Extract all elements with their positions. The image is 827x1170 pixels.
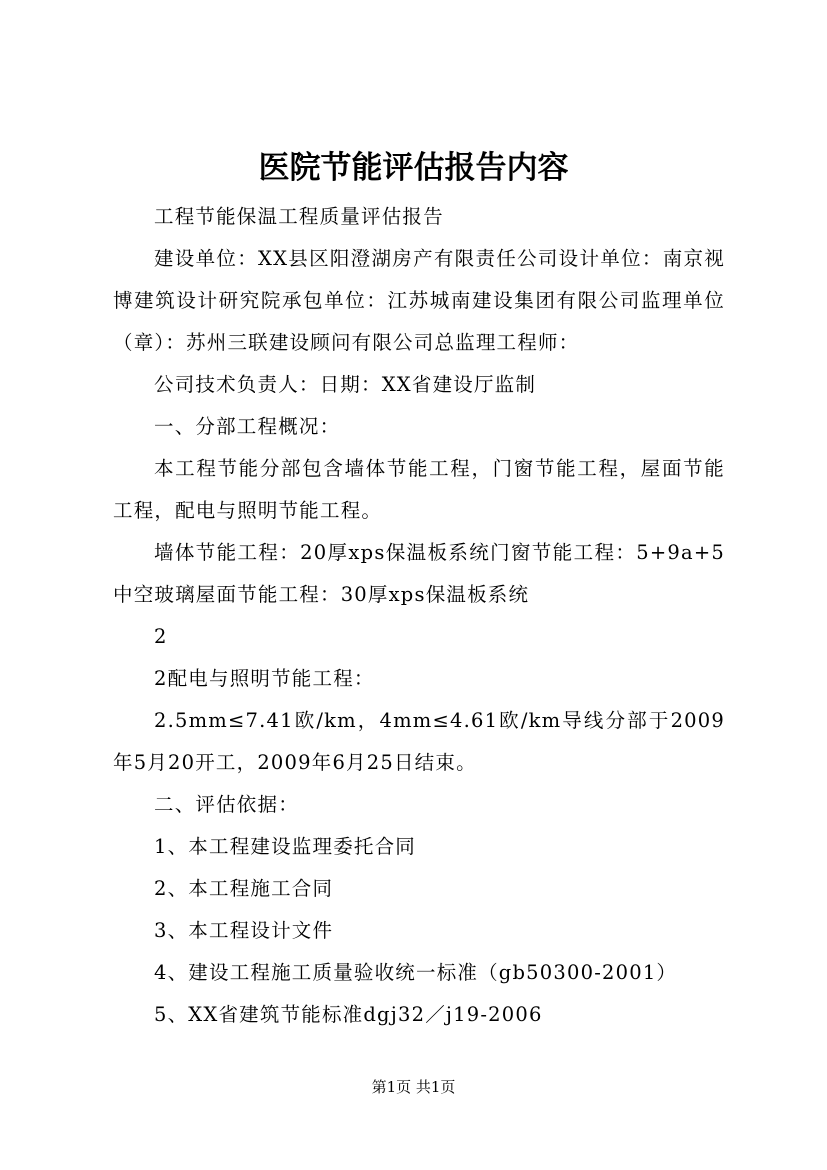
section-heading-basis: 二、评估依据： bbox=[154, 793, 299, 816]
document-body bbox=[113, 196, 725, 1036]
overview-paragraph: 本工程节能分部包含墙体节能工程，门窗节能工程，屋面节能工程，配电与照明节能工程。 bbox=[113, 457, 725, 522]
wall-window-roof-paragraph: 墙体节能工程：20厚xps保温板系统门窗节能工程：5+9a+5中空玻璃屋面节能工程：30厚xps保温板系统 bbox=[113, 541, 725, 606]
responsible-paragraph: 公司技术负责人：日期：XX省建设厅监制 bbox=[154, 373, 537, 396]
number-line: 2 bbox=[154, 625, 168, 648]
section-heading-overview: 一、分部工程概况： bbox=[154, 415, 341, 438]
schedule-paragraph: 2.5mm≤7.41欧/km，4mm≤4.61欧/km导线分部于2009年5月20开工，2009年6月25日结束。 bbox=[113, 709, 725, 774]
units-paragraph: 建设单位：XX县区阳澄湖房产有限责任公司设计单位：南京视博建筑设计研究院承包单位：江苏城南建设集团有限公司监理单位（章）：苏州三联建设顾问有限公司总监理工程师： bbox=[113, 247, 725, 354]
basis-item-5: 5、XX省建筑节能标准dgj32／j19-2006 bbox=[154, 1003, 543, 1026]
basis-item-4: 4、建设工程施工质量验收统一标准（gb50300-2001） bbox=[154, 961, 678, 984]
report-subtitle: 工程节能保温工程质量评估报告 bbox=[154, 205, 444, 228]
document-title: 医院节能评估报告内容 bbox=[258, 150, 569, 186]
basis-item-3: 3、本工程设计文件 bbox=[154, 919, 334, 942]
page-footer: 第1页 共1页 bbox=[371, 1078, 456, 1096]
basis-item-2: 2、本工程施工合同 bbox=[154, 877, 334, 900]
lighting-heading: 2配电与照明节能工程： bbox=[154, 667, 375, 690]
basis-item-1: 1、本工程建设监理委托合同 bbox=[154, 835, 417, 858]
